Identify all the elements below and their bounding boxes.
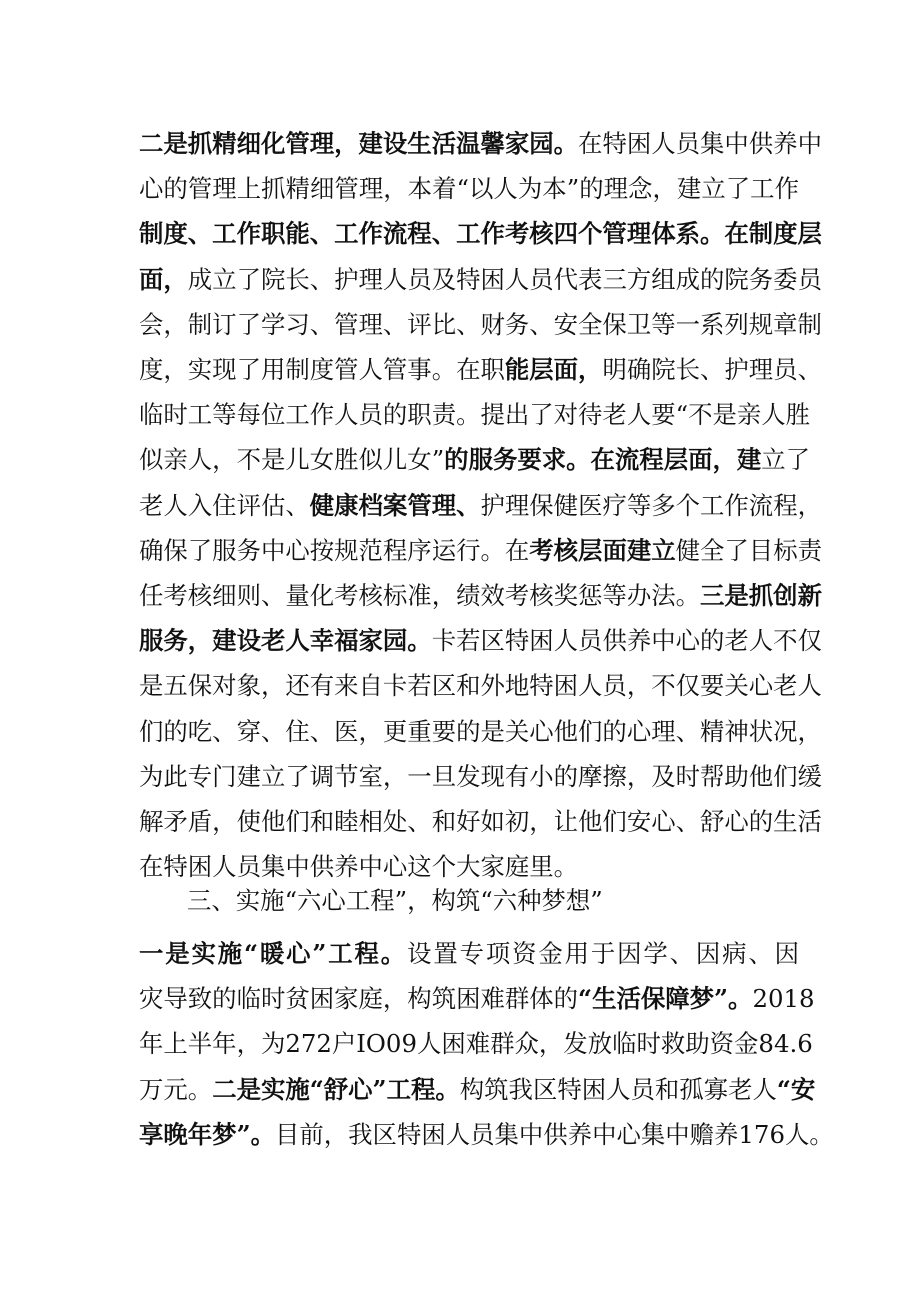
bold-text-run: 制度、工作职能、工作流程、工作考核四个管理体系。在制度层 xyxy=(139,219,822,249)
text-line xyxy=(139,669,822,703)
text-run: 卡若区特困人员供养中心的老人不仅 xyxy=(431,626,822,656)
text-line xyxy=(139,715,822,749)
bold-text-run: 三是抓创新 xyxy=(700,581,822,610)
text-line xyxy=(139,172,799,206)
text-line xyxy=(139,1118,834,1152)
text-run: 度，实现了用制度管人管事。在职 xyxy=(139,355,505,384)
text-run: 似亲人，不是儿女胜似儿女” xyxy=(139,445,445,475)
text-run: 灾导致的临时贫困家庭，构筑困难群体的 xyxy=(139,984,579,1014)
bold-text-run: 服务，建设老人幸福家园。 xyxy=(139,626,432,656)
text-line xyxy=(139,1027,813,1061)
bold-text-run: 二是抓精细化管理，建设生活温馨家园。 xyxy=(139,129,579,158)
text-line xyxy=(139,850,799,884)
text-run: 构筑我区特困人员和孤寡老人 xyxy=(459,1074,777,1104)
text-line xyxy=(139,534,822,568)
bold-text-run: 能层面， xyxy=(504,355,603,384)
text-line xyxy=(139,398,811,432)
bold-text-run: 享晚年梦”。 xyxy=(139,1119,275,1149)
text-run: 任考核细则、量化考核标准，绩效考核奖惩等办法。 xyxy=(139,581,700,610)
text-run: 老人入住评估、 xyxy=(139,490,310,520)
text-run: 解矛盾，使他们和睦相处、和好如初，让他们安心、舒心的生活 xyxy=(139,807,822,836)
text-run: 明确院长、护理员、 xyxy=(602,355,822,384)
text-run: 在特困人员集中供养中心这个大家庭里。 xyxy=(139,852,579,882)
text-line xyxy=(139,579,822,613)
text-run: 设置专项资金用于因学、因病、因 xyxy=(407,939,799,968)
bold-text-run: “生活保障梦”。 xyxy=(578,984,753,1014)
text-run: 为此专门建立了调节室，一旦发现有小的摩擦，及时帮助他们缓 xyxy=(139,761,822,791)
bold-text-run: 面， xyxy=(139,264,188,294)
section-heading: 三、实施“六心工程”，构筑“六种梦想” xyxy=(187,886,603,915)
text-run: 是五保对象，还有来自卡若区和外地特困人员，不仅要关心老人 xyxy=(139,671,822,701)
bold-text-run: 一是实施“暖心”工程。 xyxy=(139,939,408,968)
text-run: 确保了服务中心按规范程序运行。在 xyxy=(139,535,530,565)
text-line xyxy=(139,443,811,477)
text-run: 年上半年，为272户IO09人困难群众，发放临时救助资金84.6 xyxy=(139,1029,813,1059)
bold-text-run: 考核层面建立 xyxy=(529,535,676,565)
text-line xyxy=(139,308,822,342)
text-run: 立了 xyxy=(761,445,811,475)
text-line xyxy=(139,937,799,971)
text-line xyxy=(139,217,822,251)
text-run: 会，制订了学习、管理、评比、财务、安全保卫等一系列规章制 xyxy=(139,309,822,339)
text-line xyxy=(139,489,822,523)
text-line xyxy=(139,1073,816,1107)
text-line xyxy=(139,127,822,161)
text-run: 2018 xyxy=(752,984,815,1014)
text-run: 万元。 xyxy=(139,1074,213,1104)
text-run: 心的管理上抓精细管理，本着“以人为本”的理念，建立了工作 xyxy=(139,174,799,204)
text-run: 护理保健医疗等多个工作流程， xyxy=(480,490,822,520)
text-run: 临时工等每位工作人员的职责。提出了对待老人要“不是亲人胜 xyxy=(139,400,811,430)
bold-text-run: 健康档案管理、 xyxy=(309,490,481,520)
bold-text-run: “安 xyxy=(776,1074,816,1104)
text-line xyxy=(139,760,822,794)
text-line xyxy=(139,263,822,297)
text-run: 目前，我区特困人员集中供养中心集中赡养176人。 xyxy=(274,1119,834,1149)
bold-text-run: 二是实施“舒心”工程。 xyxy=(212,1074,460,1104)
bold-text-run: 的服务要求。在流程层面，建 xyxy=(444,445,762,475)
text-line xyxy=(139,624,822,658)
text-run: 们的吃、穿、住、医，更重要的是关心他们的心理、精神状况， xyxy=(139,716,822,746)
text-line xyxy=(139,805,822,839)
text-line xyxy=(139,982,815,1016)
text-line xyxy=(139,353,822,387)
text-run: 成立了院长、护理人员及特困人员代表三方组成的院务委员 xyxy=(187,264,822,294)
text-run: 健全了目标责 xyxy=(675,535,822,565)
text-run: 在特困人员集中供养中 xyxy=(578,129,822,158)
